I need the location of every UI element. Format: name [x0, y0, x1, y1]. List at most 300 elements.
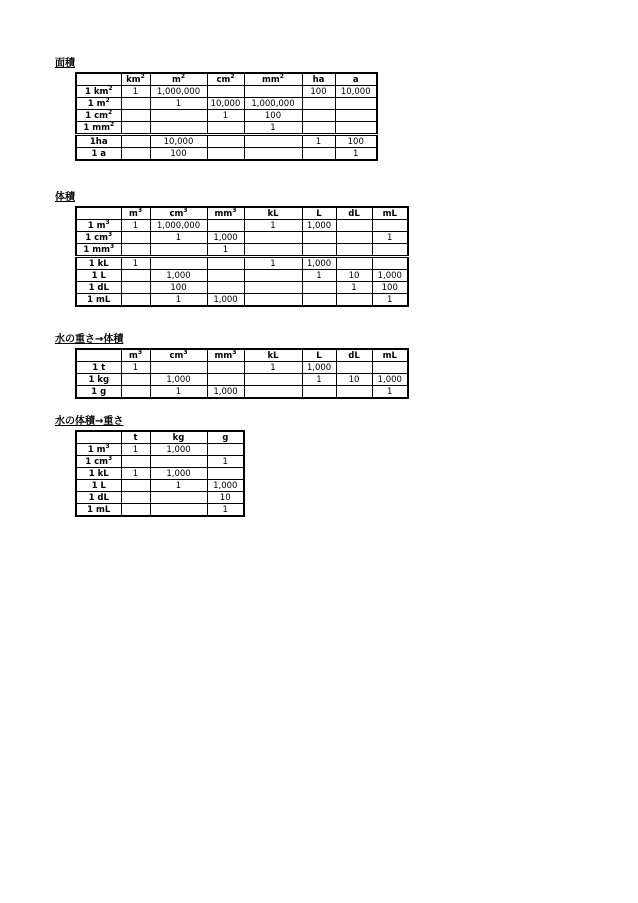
- table-cell: [244, 270, 302, 282]
- column-header: [207, 73, 244, 86]
- table-cell: [302, 232, 336, 244]
- row-header-unit-base: 1 mm: [83, 122, 110, 133]
- row-header: [76, 86, 121, 98]
- column-header: [121, 207, 150, 220]
- column-header: [335, 73, 377, 86]
- table-cell: [150, 492, 207, 504]
- column-header-unit-base: dL: [348, 350, 360, 361]
- row-header-unit-base: 1 g: [91, 386, 107, 397]
- column-header: [302, 207, 336, 220]
- table-cell: [121, 110, 150, 122]
- row-header: [76, 220, 121, 232]
- corner-cell: [76, 73, 121, 86]
- column-header-unit-base: dL: [348, 208, 360, 219]
- table-cell: [121, 492, 150, 504]
- table-cell: 1: [372, 294, 408, 307]
- column-header: [150, 207, 207, 220]
- row-header: [76, 504, 121, 517]
- row-header-unit-exponent: 2: [108, 85, 113, 92]
- table-cell: 1,000: [150, 468, 207, 480]
- table-cell: [244, 294, 302, 307]
- row-header-unit-exponent: 3: [108, 455, 113, 462]
- row-header-unit: [88, 221, 110, 231]
- column-header-unit-exponent: 3: [232, 207, 237, 214]
- table-cell: 1: [150, 480, 207, 492]
- row-header-unit: [89, 259, 109, 269]
- table-cell: [336, 386, 372, 399]
- row-header-unit-exponent: 2: [105, 97, 110, 104]
- column-header-unit: [215, 351, 237, 361]
- row-header-unit-base: 1 mm: [83, 244, 110, 255]
- table-cell: 1,000: [150, 374, 207, 386]
- column-header: [150, 349, 207, 362]
- column-header: [244, 73, 302, 86]
- column-header-unit: [222, 433, 228, 443]
- column-header-unit-exponent: 3: [232, 349, 237, 356]
- row-header: [76, 444, 121, 456]
- table-cell: 1: [372, 232, 408, 244]
- table-cell: 10,000: [150, 135, 207, 148]
- table-cell: 1: [121, 86, 150, 98]
- table-row: [76, 492, 244, 504]
- row-header-unit-base: 1 kL: [88, 258, 109, 269]
- column-header: [121, 431, 150, 444]
- column-header-unit-base: ha: [312, 74, 325, 85]
- column-header-unit: [129, 351, 142, 361]
- column-header-unit-exponent: 3: [137, 207, 143, 214]
- table-cell: [121, 135, 150, 148]
- column-header-unit: [173, 433, 185, 443]
- column-header-unit: [215, 209, 237, 219]
- table-cell: 1: [244, 220, 302, 232]
- table-cell: 1: [121, 362, 150, 374]
- table-cell: [302, 110, 335, 122]
- row-header-unit: [89, 493, 109, 503]
- row-header: [76, 232, 121, 244]
- table-cell: [121, 148, 150, 161]
- column-header-unit: [383, 351, 397, 361]
- table-cell: [302, 244, 336, 257]
- table-cell: [150, 504, 207, 517]
- column-header-unit: [133, 433, 137, 443]
- column-header-unit-base: kL: [267, 208, 279, 219]
- table-cell: 1: [150, 294, 207, 307]
- table-cell: 1,000: [302, 220, 336, 232]
- column-header-unit-base: mm: [214, 350, 233, 361]
- column-header-unit: [262, 75, 284, 85]
- table-cell: 1,000,000: [244, 98, 302, 110]
- column-header-unit: [129, 209, 142, 219]
- table-cell: 1,000: [150, 444, 207, 456]
- column-header: [302, 73, 335, 86]
- table-cell: 100: [302, 86, 335, 98]
- table-row: [76, 135, 377, 148]
- column-header-unit-base: L: [316, 350, 322, 361]
- table-cell: [121, 456, 150, 468]
- table-cell: [302, 386, 336, 399]
- row-header-unit: [89, 283, 109, 293]
- table-row: [76, 122, 377, 135]
- column-header: [207, 431, 244, 444]
- table-cell: 1: [207, 110, 244, 122]
- table-cell: 1,000: [207, 294, 244, 307]
- row-header-unit-base: 1 L: [91, 480, 106, 491]
- table-cell: 10: [207, 492, 244, 504]
- row-header-unit-base: 1 cm: [85, 110, 109, 121]
- row-header: [76, 456, 121, 468]
- table-cell: [336, 220, 372, 232]
- row-header: [76, 282, 121, 294]
- row-header-unit: [83, 123, 114, 133]
- row-header: [76, 492, 121, 504]
- corner-cell: [76, 349, 121, 362]
- table-cell: [207, 362, 244, 374]
- column-header-unit-exponent: 2: [180, 73, 186, 80]
- column-header-unit-base: kL: [267, 350, 279, 361]
- column-header-unit-exponent: 3: [137, 349, 143, 356]
- column-header-unit-base: cm: [169, 208, 184, 219]
- table-row: [76, 504, 244, 517]
- row-header-unit: [87, 295, 110, 305]
- table-cell: [121, 480, 150, 492]
- table-cell: 1: [244, 257, 302, 270]
- water-volume-to-weight-title: 水の体積→重さ: [55, 416, 124, 427]
- table-cell: [121, 232, 150, 244]
- table-cell: 1,000: [372, 270, 408, 282]
- row-header: [76, 148, 121, 161]
- row-header: [76, 257, 121, 270]
- row-header-unit-base: 1 m: [87, 444, 106, 455]
- table-cell: [372, 244, 408, 257]
- table-cell: 100: [335, 135, 377, 148]
- row-header-unit: [85, 457, 112, 467]
- table-cell: 1,000: [372, 374, 408, 386]
- column-header: [207, 349, 244, 362]
- column-header-unit-base: a: [352, 74, 359, 85]
- row-header-unit-base: 1 mL: [87, 294, 111, 305]
- row-header-unit-base: 1 km: [84, 86, 109, 97]
- column-header: [372, 207, 408, 220]
- table-cell: 100: [244, 110, 302, 122]
- table-row: [76, 148, 377, 161]
- header-row: [76, 207, 408, 220]
- column-header-unit-base: g: [222, 432, 229, 443]
- row-header: [76, 98, 121, 110]
- row-header-unit-exponent: 3: [105, 219, 110, 226]
- row-header: [76, 386, 121, 399]
- table-cell: 100: [150, 148, 207, 161]
- water-weight-to-volume-table: [75, 348, 409, 399]
- table-cell: 1: [335, 148, 377, 161]
- water-weight-to-volume-title: 水の重さ→体積: [55, 334, 124, 345]
- row-header-unit-exponent: 3: [108, 231, 113, 238]
- column-header-unit-base: m: [128, 350, 138, 361]
- table-cell: 1: [302, 135, 335, 148]
- row-header-unit-base: 1 cm: [85, 456, 109, 467]
- table-cell: [372, 257, 408, 270]
- column-header-unit-base: mm: [214, 208, 233, 219]
- column-header: [244, 207, 302, 220]
- table-cell: 1: [302, 270, 336, 282]
- table-cell: [121, 244, 150, 257]
- row-header: [76, 244, 121, 257]
- table-row: [76, 244, 408, 257]
- column-header-unit-exponent: 3: [183, 349, 188, 356]
- row-header-unit-exponent: 3: [105, 443, 110, 450]
- table-cell: [121, 386, 150, 399]
- column-header-unit: [348, 351, 360, 361]
- row-header: [76, 468, 121, 480]
- row-header: [76, 270, 121, 282]
- table-cell: 10,000: [335, 86, 377, 98]
- header-row: [76, 431, 244, 444]
- area-table: [75, 72, 378, 161]
- table-cell: [335, 110, 377, 122]
- table-row: [76, 468, 244, 480]
- table-cell: [302, 294, 336, 307]
- column-header-unit: [348, 209, 360, 219]
- row-header: [76, 362, 121, 374]
- column-header-unit-base: cm: [169, 350, 184, 361]
- column-header-unit: [169, 209, 187, 219]
- row-header-unit-base: 1 m: [87, 98, 106, 109]
- column-header: [244, 349, 302, 362]
- table-cell: [244, 374, 302, 386]
- column-header: [207, 207, 244, 220]
- row-header-unit-base: 1 dL: [88, 282, 109, 293]
- table-cell: [302, 148, 335, 161]
- row-header-unit: [85, 233, 112, 243]
- table-cell: [335, 122, 377, 135]
- table-cell: [121, 504, 150, 517]
- row-header-unit-base: 1 dL: [88, 492, 109, 503]
- header-row: [76, 73, 377, 86]
- table-row: [76, 98, 377, 110]
- column-header-unit: [267, 351, 278, 361]
- table-cell: 1: [302, 374, 336, 386]
- table-row: [76, 110, 377, 122]
- table-cell: 1: [121, 220, 150, 232]
- row-header-unit-base: 1 L: [91, 270, 106, 281]
- column-header-unit: [316, 351, 321, 361]
- table-cell: 1: [244, 362, 302, 374]
- column-header-unit: [267, 209, 278, 219]
- column-header: [372, 349, 408, 362]
- volume-section-title: 体積: [55, 192, 75, 203]
- row-header-unit-base: 1 t: [92, 362, 106, 373]
- column-header: [302, 349, 336, 362]
- table-cell: 1: [336, 282, 372, 294]
- column-header-unit-exponent: 2: [140, 73, 145, 80]
- table-cell: [207, 148, 244, 161]
- table-cell: 1: [121, 257, 150, 270]
- header-row: [76, 349, 408, 362]
- table-row: [76, 232, 408, 244]
- column-header-unit-base: m: [128, 208, 138, 219]
- table-cell: 1,000,000: [150, 86, 207, 98]
- row-header-unit-base: 1 a: [91, 148, 107, 159]
- table-cell: [244, 232, 302, 244]
- column-header-unit-base: kg: [172, 432, 185, 443]
- table-cell: [207, 468, 244, 480]
- table-cell: 1: [150, 232, 207, 244]
- table-cell: [207, 374, 244, 386]
- table-cell: [244, 244, 302, 257]
- column-header-unit: [169, 351, 187, 361]
- table-cell: [121, 282, 150, 294]
- table-row: [76, 362, 408, 374]
- table-cell: [121, 374, 150, 386]
- column-header-unit: [126, 75, 145, 85]
- table-cell: 1,000: [207, 232, 244, 244]
- column-header: [336, 349, 372, 362]
- column-header: [121, 73, 150, 86]
- table-cell: [302, 122, 335, 135]
- table-row: [76, 294, 408, 307]
- table-cell: [207, 86, 244, 98]
- table-cell: [336, 257, 372, 270]
- row-header-unit-exponent: 2: [109, 121, 115, 128]
- table-row: [76, 444, 244, 456]
- table-cell: 1: [150, 386, 207, 399]
- water-volume-to-weight-table: [75, 430, 245, 517]
- table-cell: [150, 456, 207, 468]
- table-cell: [150, 362, 207, 374]
- column-header: [121, 349, 150, 362]
- corner-cell: [76, 207, 121, 220]
- table-row: [76, 374, 408, 386]
- column-header-unit-base: t: [133, 432, 138, 443]
- row-header-unit: [92, 271, 106, 281]
- column-header: [150, 431, 207, 444]
- row-header: [76, 135, 121, 148]
- row-header-unit: [92, 481, 106, 491]
- column-header-unit: [313, 75, 325, 85]
- column-header: [336, 207, 372, 220]
- table-cell: 10,000: [207, 98, 244, 110]
- table-cell: 1: [121, 468, 150, 480]
- column-header-unit-base: L: [316, 208, 322, 219]
- table-cell: [336, 232, 372, 244]
- table-cell: 1: [207, 504, 244, 517]
- table-cell: [372, 220, 408, 232]
- table-cell: [121, 98, 150, 110]
- corner-cell: [76, 431, 121, 444]
- column-header-unit-exponent: 2: [230, 73, 235, 80]
- row-header-unit: [88, 375, 109, 385]
- table-cell: [336, 244, 372, 257]
- row-header-unit: [92, 363, 105, 373]
- table-row: [76, 270, 408, 282]
- table-cell: [244, 135, 302, 148]
- row-header: [76, 110, 121, 122]
- row-header-unit-base: 1 m: [87, 220, 106, 231]
- column-header-unit-base: cm: [216, 74, 231, 85]
- table-cell: [207, 220, 244, 232]
- table-cell: [244, 386, 302, 399]
- column-header-unit: [353, 75, 359, 85]
- table-cell: [207, 282, 244, 294]
- volume-table: [75, 206, 409, 307]
- table-cell: 1: [150, 98, 207, 110]
- row-header-unit: [85, 111, 112, 121]
- table-cell: [372, 362, 408, 374]
- table-cell: [207, 122, 244, 135]
- row-header: [76, 374, 121, 386]
- column-header: [150, 73, 207, 86]
- area-section-title: 面積: [55, 58, 75, 69]
- table-cell: [150, 244, 207, 257]
- table-row: [76, 386, 408, 399]
- row-header-unit: [87, 505, 110, 515]
- table-cell: 1,000: [150, 270, 207, 282]
- row-header-unit: [90, 137, 108, 147]
- table-row: [76, 480, 244, 492]
- column-header-unit-base: m: [171, 74, 181, 85]
- row-header-unit: [83, 245, 114, 255]
- table-cell: 1: [207, 244, 244, 257]
- column-header-unit-base: mm: [262, 74, 280, 85]
- row-header-unit: [85, 87, 113, 97]
- column-header-unit-base: km: [126, 74, 141, 85]
- table-cell: [244, 86, 302, 98]
- table-row: [76, 257, 408, 270]
- table-cell: 1,000: [302, 257, 336, 270]
- table-cell: [244, 282, 302, 294]
- row-header-unit-base: 1 kg: [88, 374, 110, 385]
- table-row: [76, 282, 408, 294]
- table-cell: 1: [207, 456, 244, 468]
- row-header: [76, 122, 121, 135]
- column-header-unit-exponent: 2: [279, 73, 284, 80]
- table-cell: 1: [244, 122, 302, 135]
- table-cell: 1,000: [207, 386, 244, 399]
- table-cell: 10: [336, 270, 372, 282]
- row-header-unit: [88, 445, 110, 455]
- column-header-unit-base: mL: [382, 208, 397, 219]
- table-cell: [121, 122, 150, 135]
- table-cell: 100: [372, 282, 408, 294]
- table-cell: [121, 294, 150, 307]
- row-header-unit-base: 1ha: [89, 136, 108, 147]
- row-header-unit-exponent: 3: [109, 243, 115, 250]
- table-cell: [150, 110, 207, 122]
- table-cell: 10: [336, 374, 372, 386]
- row-header-unit: [89, 469, 109, 479]
- row-header: [76, 294, 121, 307]
- table-cell: [150, 122, 207, 135]
- table-cell: [207, 270, 244, 282]
- table-cell: 100: [150, 282, 207, 294]
- table-cell: [336, 294, 372, 307]
- table-row: [76, 220, 408, 232]
- column-header-unit-exponent: 3: [183, 207, 188, 214]
- table-cell: 1: [372, 386, 408, 399]
- table-cell: [302, 282, 336, 294]
- table-cell: 1,000: [302, 362, 336, 374]
- table-cell: [244, 148, 302, 161]
- row-header-unit: [88, 99, 110, 109]
- row-header-unit: [91, 149, 106, 159]
- row-header-unit-base: 1 mL: [87, 504, 111, 515]
- row-header-unit-base: 1 cm: [85, 232, 109, 243]
- row-header: [76, 480, 121, 492]
- column-header-unit: [383, 209, 397, 219]
- table-cell: [336, 362, 372, 374]
- row-header-unit: [91, 387, 106, 397]
- column-header-unit-base: mL: [382, 350, 397, 361]
- table-cell: 1,000,000: [150, 220, 207, 232]
